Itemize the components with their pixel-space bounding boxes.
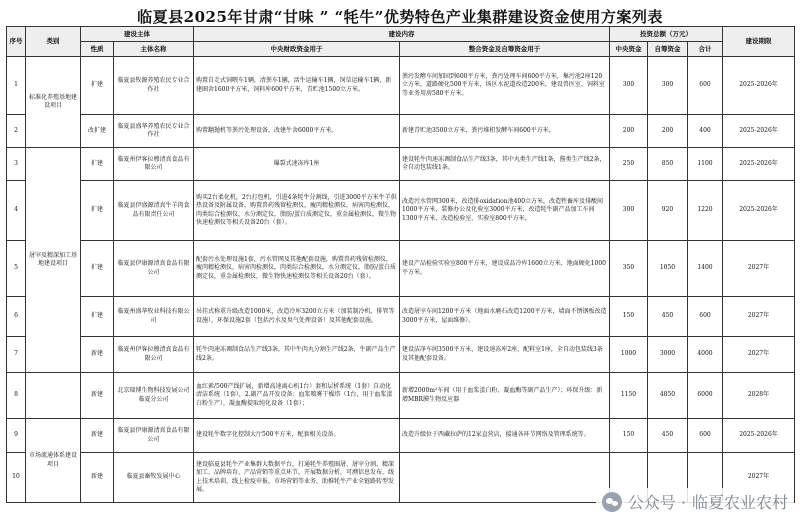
cell-entity: 临夏县盛华养殖农民专业合作社 [114, 115, 194, 148]
cell-central-funds: 250 [610, 148, 648, 181]
header-subject: 建设主体 [81, 27, 194, 42]
table-row [7, 419, 795, 453]
header-total: 合计 [688, 42, 723, 57]
cell-category: 市场流通体系建设项目 [26, 419, 81, 503]
cell-central-use: 爆裂式速冻库1座 [194, 148, 400, 181]
cell-period: 2027年 [723, 297, 795, 337]
table-row [7, 373, 795, 419]
cell-integrated-use: 改造升级位于西藏拉萨的12家直营店，接通各环节网络及管理系统等。 [400, 419, 610, 453]
cell-total: 6000 [688, 373, 723, 419]
cell-self-funds: 200 [648, 115, 688, 148]
cell-seq: 3 [7, 148, 26, 181]
cell-integrated-use: 新增2000m²车间（用于血浆蛋白粉、凝血酶等副产品生产）；环保升级：新增MBR膜生物反应器 [400, 373, 610, 419]
cell-entity: 临夏县伊康源清真食品有限公司 [114, 419, 194, 453]
header-self-funds: 自筹资金 [648, 42, 688, 57]
watermark-account-name: 临夏农业农村 [691, 493, 788, 512]
cell-central-use: 血红素/500产线扩展，新增高速离心机1台）套和层析系统（1套）自动化清洁系统（1套），2.副产品开发设备：血浆喷雾干燥塔（1台，用于血浆蛋白粉生产），凝血酶提取纯化设备（1套）； [194, 373, 400, 419]
cell-central-funds: 1150 [610, 373, 648, 419]
cell-central-funds: 300 [610, 57, 648, 115]
cell-period: 2028年 [723, 373, 795, 419]
cell-seq: 5 [7, 241, 26, 297]
cell-central-funds: 200 [610, 115, 648, 148]
header-seq: 序号 [7, 27, 26, 57]
cell-integrated-use [400, 453, 610, 503]
cell-nature: 扩建 [81, 181, 114, 241]
cell-nature: 新建 [81, 453, 114, 503]
cell-self-funds: 300 [648, 57, 688, 115]
cell-central-funds: 150 [610, 297, 648, 337]
cell-self-funds: 450 [648, 419, 688, 453]
cell-seq: 8 [7, 373, 26, 419]
cell-period: 2027年 [723, 241, 795, 297]
cell-total: 400 [688, 115, 723, 148]
cell-central-use: 配套污水处理设施1套，污水管网及其他配套设施，购置兽药残留检测仪，瘦肉精检测仪，病害肉检测仪，肉类综合检测仪，水分测定仪，脂肪/蛋白质测定仪，重金属检测仪，微生物快速检测仪等相关设备20台（套）。 [194, 241, 400, 297]
wechat-watermark [596, 488, 794, 515]
cell-entity: 临夏县牧源养殖农民专业合作社 [114, 57, 194, 115]
cell-nature: 扩建 [81, 297, 114, 337]
cell-entity: 临夏县伊盛源清真牛羊肉食品有限责任公司 [114, 181, 194, 241]
cell-integrated-use: 建设产品检验实验室800平方米，建设成品冷库1600立方米，地面硬化1000平方米。 [400, 241, 610, 297]
header-integrated-use: 整合资金及自筹资金用于 [400, 42, 610, 57]
cell-integrated-use: 建设洁净车间3500平方米，建设速冻库2座，配料室1座，全自动包装线3条及其他配套设备。 [400, 337, 610, 373]
page-title: 临夏县2025年甘肃“甘味 ” “牦牛”优势特色产业集群建设资金使用方案列表 [137, 8, 663, 26]
cell-central-funds: 350 [610, 241, 648, 297]
cell-category: 标准化养殖基地建设项目 [26, 57, 81, 148]
cell-integrated-use: 粪污发酵车间加固到600平方米，粪污处理车间600平方米，集污池2座120立方米，道路硬化500平方米，场区水泥道改造200米，建设兽医室、饲料室等业务用房580平方米。 [400, 57, 610, 115]
cell-nature: 改扩建 [81, 115, 114, 148]
cell-central-use: 建设临夏县牦牛产业集群大数据平台，打通牦牛养殖圈屠、屠宰分割、精深加工、品牌培育、产品营销等重点环节，开展数据分析，可溯信息发布，线上技术培训，线上检疫申报，市场营销等业务，助推牦牛产业全链路转型发展。 [194, 453, 400, 503]
header-investment: 投资总额（万元） [610, 27, 723, 42]
cell-integrated-use: 新建青贮池3500立方米，粪污堆积发酵车间600平方米。 [400, 115, 610, 148]
header-category: 类别 [26, 27, 81, 57]
cell-period: 2025-2026年 [723, 148, 795, 181]
cell-nature: 扩建 [81, 241, 114, 297]
cell-seq: 1 [7, 57, 26, 115]
funding-table [6, 26, 795, 503]
cell-total: 1220 [688, 181, 723, 241]
header-nature: 性质 [81, 42, 114, 57]
cell-entity: 北京瑞博生物科技发展公司临夏分公司 [114, 373, 194, 419]
header-central-funds: 中央资金 [610, 42, 648, 57]
cell-entity: 临夏州伊客拉穆清真食品有限公司 [114, 148, 194, 181]
cell-central-use: 购置自走式饲喂车1辆，清粪车1辆，活牛运输车1辆，饲草运输车1辆，新建圈舍1600平方米，饲料库600平方米，青贮池1500立方米。 [194, 57, 400, 115]
table-row [7, 148, 795, 181]
cell-entity: 临夏州伊客拉穆清真食品有限公司 [114, 337, 194, 373]
cell-central-funds: 150 [610, 419, 648, 453]
cell-self-funds: 1050 [648, 241, 688, 297]
cell-central-use: 吊挂式称重升级改造1000米，改造冷库3200立方米（加装制冷机、排管等设施），环保设施2套（包括污水及臭气处理设备）及其他配套设施。 [194, 297, 400, 337]
cell-self-funds: 450 [648, 297, 688, 337]
table-row [7, 57, 795, 115]
wechat-icon [602, 492, 622, 512]
cell-central-use: 购买2台柔化机，2台打包机，引进4条牦牛分割线，引进3000平方米牛羊供热设备及附属设备，购置兽药残留检测仪，瘦肉精检测仪，病害肉检测仪，肉类综合检测仪，水分测定仪，脂肪/蛋白质测定仪，重金属检测仪，微生物快速检测仪等相关设备20台（套）。 [194, 181, 400, 241]
cell-total: 4000 [688, 337, 723, 373]
cell-self-funds: 850 [648, 148, 688, 181]
table-row [7, 115, 795, 148]
cell-integrated-use: 改造污水管网300米，改造排oxidation池400立方米，改造牲畜库及排酸间1000平方米，装修办公及化验室3000平方米，改造牦牛副产品加工车间1300平方米，改造检验室、实验室800平方米。 [400, 181, 610, 241]
cell-integrated-use: 改造屠宰车间1200平方米（地面水磨石改造1200平方米，墙面不锈钢板改造3000平方米，屋面维修）。 [400, 297, 610, 337]
cell-seq: 6 [7, 297, 26, 337]
header-period: 建设期限 [723, 27, 795, 57]
cell-seq: 10 [7, 453, 26, 503]
cell-nature: 新建 [81, 337, 114, 373]
cell-seq: 9 [7, 419, 26, 453]
cell-period: 2025-2026年 [723, 419, 795, 453]
watermark-prefix: 公众号 · [627, 493, 686, 512]
cell-period: 2025-2026年 [723, 57, 795, 115]
cell-entity: 临夏县畜牧发展中心 [114, 453, 194, 503]
table-row [7, 337, 795, 373]
cell-entity: 临夏县伊康源清真食品有限公司 [114, 241, 194, 297]
cell-self-funds: 4850 [648, 373, 688, 419]
cell-category: 屠宰及精深加工基地建设项目 [26, 148, 81, 373]
cell-total: 600 [688, 419, 723, 453]
cell-integrated-use: 建设牦牛肉速冻调制食品生产线3条，其中丸类生产线1条，酱类生产线2条，全自动包装线1条。 [400, 148, 610, 181]
table-row [7, 181, 795, 241]
cell-entity: 临夏州盛华牧业科技有限公司 [114, 297, 194, 337]
cell-central-use: 购置翻抛机等粪污处理设备，改建牛舍6000平方米。 [194, 115, 400, 148]
table-row [7, 297, 795, 337]
cell-period: 2025-2026年 [723, 181, 795, 241]
cell-self-funds: 3000 [648, 337, 688, 373]
cell-nature: 新建 [81, 419, 114, 453]
cell-total: 1400 [688, 241, 723, 297]
cell-central-use: 建设牦牛数字化控制大厅500平方米，配套相关设备。 [194, 419, 400, 453]
cell-period: 2027年 [723, 337, 795, 373]
cell-central-funds: 300 [610, 181, 648, 241]
cell-seq: 7 [7, 337, 26, 373]
cell-nature: 新建 [81, 373, 114, 419]
cell-central-funds: 1000 [610, 337, 648, 373]
cell-total: 600 [688, 297, 723, 337]
cell-seq: 4 [7, 181, 26, 241]
cell-total: 600 [688, 57, 723, 115]
cell-nature: 扩建 [81, 57, 114, 115]
table-row [7, 241, 795, 297]
header-entity: 主体名称 [114, 42, 194, 57]
header-central-use: 中央财政资金用于 [194, 42, 400, 57]
cell-total: 1100 [688, 148, 723, 181]
cell-period: 2025-2026年 [723, 115, 795, 148]
cell-central-use: 牦牛肉速冻调制食品生产线3条，其中牛肉丸分割生产线2条，牛副产品生产线2条。 [194, 337, 400, 373]
cell-category-empty [26, 373, 81, 419]
cell-self-funds: 920 [648, 181, 688, 241]
cell-period: 2027年 [723, 453, 795, 503]
cell-nature: 扩建 [81, 148, 114, 181]
cell-seq: 2 [7, 115, 26, 148]
header-content: 建设内容 [194, 27, 610, 42]
